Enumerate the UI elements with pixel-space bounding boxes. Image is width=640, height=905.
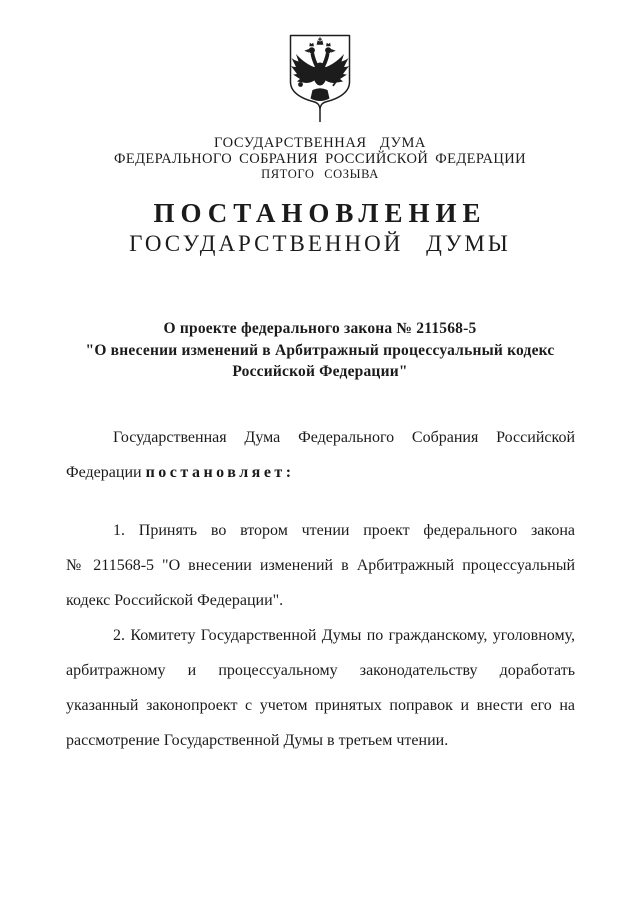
intro-text: Государственная Дума Федерального Собрания Российской Федерации bbox=[66, 428, 575, 481]
org-federation-line: ФЕДЕРАЛЬНОГО СОБРАНИЯ РОССИЙСКОЙ ФЕДЕРАЦИИ bbox=[113, 151, 527, 167]
document-title bbox=[0, 199, 640, 256]
subject-line-1: О проекте федерального закона № 211568-5 bbox=[163, 320, 477, 337]
body-paragraph-1: 1. Принять во втором чтении проект федерального закона № 211568-5 "О внесении изменений в Арбитражный процессуальный кодекс Российской Федерации". bbox=[66, 521, 575, 609]
org-header bbox=[0, 135, 640, 182]
subject-line-2: "О внесении изменений в Арбитражный процессуальный кодекс bbox=[85, 341, 555, 359]
org-name-line: ГОСУДАРСТВЕННАЯ ДУМА bbox=[213, 135, 427, 151]
title-resolution: ПОСТАНОВЛЕНИЕ bbox=[153, 198, 487, 228]
emblem-container bbox=[0, 33, 640, 128]
intro-emphasis: постановляет: bbox=[145, 463, 295, 481]
title-state-duma: ГОСУДАРСТВЕННОЙ ДУМЫ bbox=[129, 231, 511, 256]
org-convocation-line: ПЯТОГО СОЗЫВА bbox=[261, 167, 379, 181]
russia-coat-of-arms-icon bbox=[287, 33, 353, 123]
resolution-body bbox=[66, 420, 575, 758]
resolution-subject bbox=[0, 318, 640, 383]
body-paragraph-2: 2. Комитету Государственной Думы по гражданскому, уголовному, арбитражному и процессуальному законодательству доработать указанный законопроект с учетом принятых поправок и внести его на рассмотрение Государственной Думы в третьем чтении. bbox=[66, 626, 575, 749]
subject-line-3: Российской Федерации" bbox=[232, 363, 408, 380]
intro-paragraph bbox=[66, 420, 575, 490]
